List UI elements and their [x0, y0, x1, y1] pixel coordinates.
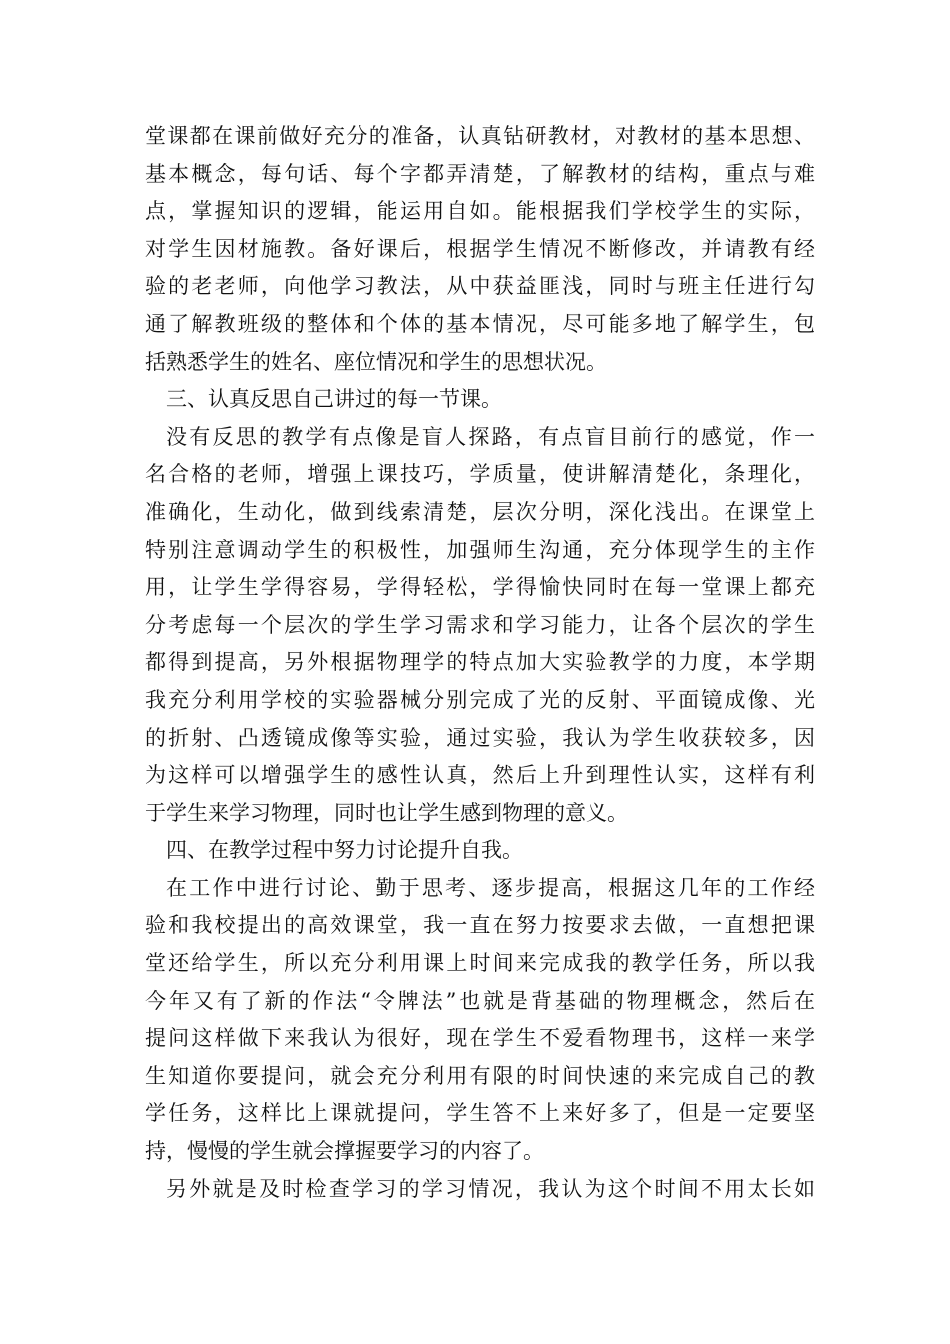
text-line: 堂还给学生，所以充分利用课上时间来完成我的教学任务，所以我	[145, 951, 815, 976]
text-line: 另外就是及时检查学习的学习情况，我认为这个时间不用太长如	[166, 1176, 815, 1201]
text-line: 准确化，生动化，做到线索清楚，层次分明，深化浅出。在课堂上	[145, 499, 815, 524]
text-line: 分考虑每一个层次的学生学习需求和学习能力，让各个层次的学生	[145, 612, 815, 637]
text-line: 没有反思的教学有点像是盲人探路，有点盲目前行的感觉，作一	[166, 424, 815, 449]
document-body	[145, 118, 815, 1208]
text-line: 我充分利用学校的实验器械分别完成了光的反射、平面镜成像、光	[145, 687, 815, 712]
text-line: 特别注意调动学生的积极性，加强师生沟通，充分体现学生的主作	[145, 537, 815, 562]
text-line: 生知道你要提问，就会充分利用有限的时间快速的来完成自己的教	[145, 1063, 815, 1088]
section-heading: 四、在教学过程中努力讨论提升自我。	[166, 838, 523, 863]
text-line: 名合格的老师，增强上课技巧，学质量，使讲解清楚化，条理化，	[145, 462, 815, 487]
text-line: 对学生因材施教。备好课后，根据学生情况不断修改，并请教有经	[145, 236, 815, 261]
text-line: 用，让学生学得容易，学得轻松，学得愉快同时在每一堂课上都充	[145, 575, 815, 600]
text-line: 学任务，这样比上课就提问，学生答不上来好多了，但是一定要坚	[145, 1101, 815, 1126]
section-heading: 三、认真反思自己讲过的每一节课。	[166, 387, 502, 412]
text-line: 提问这样做下来我认为很好，现在学生不爱看物理书，这样一来学	[145, 1026, 815, 1051]
text-line: 验的老老师，向他学习教法，从中获益匪浅，同时与班主任进行勾	[145, 274, 815, 299]
text-line: 括熟悉学生的姓名、座位情况和学生的思想状况。	[145, 349, 607, 374]
text-line: 通了解教班级的整体和个体的基本情况，尽可能多地了解学生，包	[145, 311, 815, 336]
text-line: 点，掌握知识的逻辑，能运用自如。能根据我们学校学生的实际，	[145, 199, 815, 224]
text-line: 基本概念，每句话、每个字都弄清楚，了解教材的结构，重点与难	[145, 161, 815, 186]
text-line: 今年又有了新的作法“令牌法”也就是背基础的物理概念，然后在	[145, 988, 815, 1013]
text-line: 验和我校提出的高效课堂，我一直在努力按要求去做，一直想把课	[145, 913, 815, 938]
text-line: 持，慢慢的学生就会撑握要学习的内容了。	[145, 1139, 544, 1164]
text-line: 于学生来学习物理，同时也让学生感到物理的意义。	[145, 800, 628, 825]
text-line: 都得到提高，另外根据物理学的特点加大实验教学的力度，本学期	[145, 650, 815, 675]
text-line: 堂课都在课前做好充分的准备，认真钻研教材，对教材的基本思想、	[145, 124, 815, 148]
text-line: 在工作中进行讨论、勤于思考、逐步提高，根据这几年的工作经	[166, 875, 815, 900]
text-line: 的折射、凸透镜成像等实验，通过实验，我认为学生收获较多，因	[145, 725, 815, 750]
text-line: 为这样可以增强学生的感性认真，然后上升到理性认实，这样有利	[145, 763, 815, 788]
